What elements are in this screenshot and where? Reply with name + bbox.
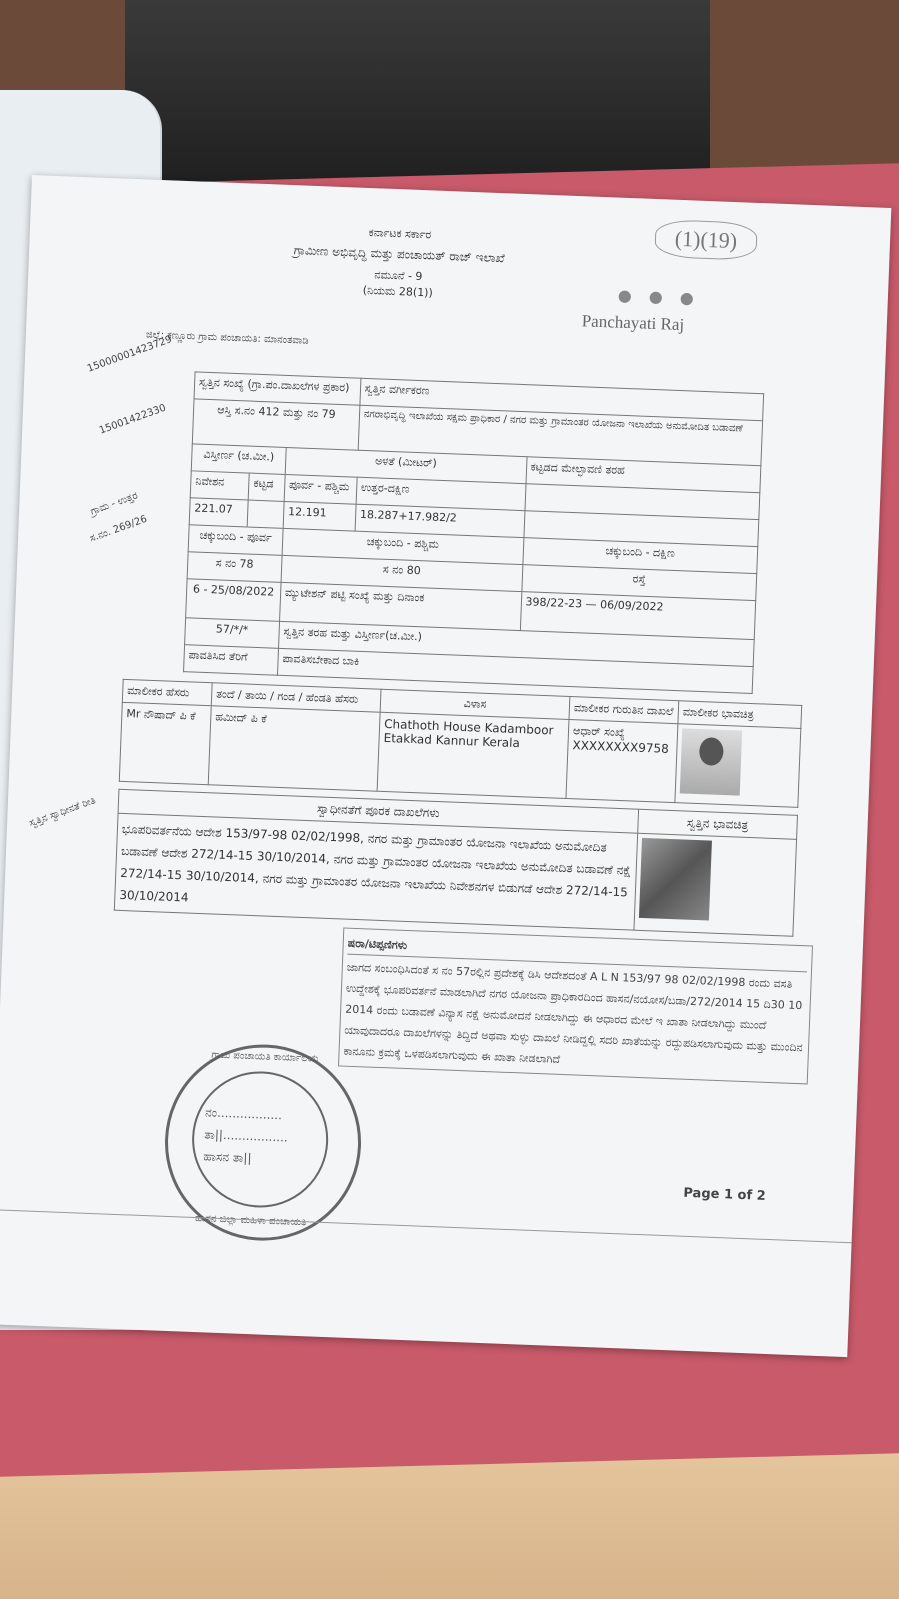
south-label: ಚಕ್ಕುಬಂದಿ - ದಕ್ಷಿಣ xyxy=(522,538,757,574)
remarks-box xyxy=(338,928,813,1085)
classification-value: ನಗರಾಭಿವೃದ್ಧಿ ಇಲಾಖೆಯ ಸಕ್ಷಮ ಪ್ರಾಧಿಕಾರ / ನಗರ ಮತ್ತು ಗ್ರಾಮಾಂತರ ಯೋಜನಾ ಇಲಾಖೆಯ ಅನುಮೋದಿತ ಬಡಾವಣೆ xyxy=(358,405,763,465)
west-label: ಚಕ್ಕುಬಂದಿ - ಪಶ್ಚಿಮ xyxy=(282,528,524,564)
mutation-label: ಮ್ಯುಟೇಶನ್ ಪಟ್ಟಿ ಸಂಖ್ಯೆ ಮತ್ತು ದಿನಾಂಕ xyxy=(279,582,521,630)
survey-number: ಆಸ್ತಿ ಸ.ನಂ 412 ಮತ್ತು ನಂ 79 xyxy=(192,399,359,450)
docs-side-label: ಸ್ವತ್ತಿನ ಸ್ವಾಧೀನತೆ ರೀತಿ xyxy=(27,795,98,830)
header-form: ನಮೂನೆ - 9 xyxy=(374,268,423,284)
side-text: ಗ್ರಾಮ - ಉತ್ತರ xyxy=(89,490,140,518)
sqm-value: 57/*/* xyxy=(185,618,280,649)
dim-ns-label: ಉತ್ತರ-ದಕ್ಷಿಣ xyxy=(356,477,526,510)
dim-ew-label: ಪೂರ್ವ - ಪಶ್ಚಿಮ xyxy=(284,474,357,504)
owner-name-header: ಮಾಲೀಕರ ಹೆಸರು xyxy=(122,679,212,705)
panchayat-seal xyxy=(161,1041,364,1244)
header-dept: ಗ್ರಾಮೀಣ ಅಭಿವೃದ್ಧಿ ಮತ್ತು ಪಂಚಾಯತ್ ರಾಜ್ ಇಲಾಖೆ xyxy=(293,243,505,266)
owner-address-header: ವಿಳಾಸ xyxy=(380,689,570,719)
area-site-label: ನಿವೇಶನ xyxy=(190,471,249,500)
header-govt: ಕರ್ನಾಟಕ ಸರ್ಕಾರ xyxy=(368,225,432,242)
owner-id-type: ಆಧಾರ್ ಸಂಖ್ಯೆ xyxy=(572,724,626,740)
side-text-2: ಸ.ನಂ. 269/26 xyxy=(88,513,149,545)
mutation-value: 398/22-23 — 06/09/2022 xyxy=(520,592,756,640)
site-photo xyxy=(639,838,712,921)
side-property-id: 15000001423729 xyxy=(85,334,174,375)
remarks-text: ಜಾಗದ ಸಂಬಂಧಿಸಿದಂತೆ ಸ ನಂ 57ರಲ್ಲಿನ ಪ್ರದೇಶಕ್ಕೆ ಡಿಸಿ ಆದೇಶದಂತೆ A L N 153/97 98 02/02/1998 ರಂದು ವಸತಿ ಉದ್ದೇಶಕ್ಕೆ ಭೂಪರಿವರ್ತನೆ ಮಾಡಲಾಗಿದೆ ನಗರ ಯೋಜನಾ ಪ್ರಾಧಿಕಾರದಿಂದ ಹಾಸನ/ನಯೋಸ/ಬಡಾ/272/2014 15 ದಿ30 10 2014 ರಂದು ಬಡಾವಣೆ ವಿನ್ಯಾಸ ನಕ್ಷೆ ಅನುಮೋದನೆ ನೀಡಲಾಗಿದ್ದು ಈ ಆಧಾರದ ಮೇಲೆ ಇ ಖಾತಾ ನೀಡಲಾಗಿದ್ದು ಮುಂದೆ ಯಾವುದಾದರೂ ದಾಖಲೆಗಳನ್ನು ತಿದ್ದಿದೆ ಅಥವಾ ಸುಳ್ಳು ದಾಖಲೆ ನೀಡಿದ್ದಲ್ಲಿ ಸದರಿ ಖಾತೆಯನ್ನು ರದ್ದುಪಡಿಸಲಾಗುವುದು ಮತ್ತು ಮುಂದಿನ ಕಾನೂನು ಕ್ರಮಕ್ಕೆ ಒಳಪಡಿಸಲಾಗುವುದು ಈ ಖಾತಾ ನೀಡಲಾಗಿದೆ xyxy=(343,960,803,1066)
site-photo-header: ಸ್ವತ್ತಿನ ಭಾವಚಿತ್ರ xyxy=(638,809,798,839)
logo-dots: ● ● ● xyxy=(617,285,701,308)
remarks-title: ಷರಾ/ಟಿಪ್ಪಣಿಗಳು xyxy=(347,933,808,973)
owner-photo xyxy=(680,728,742,795)
dimension-label: ಅಳತೆ (ಮೀಟರ್) xyxy=(285,447,527,483)
seal-date: ತಾ||................. xyxy=(204,1127,289,1145)
owner-name: Mr ನೌಷಾದ್ ಪಿ ಕೆ xyxy=(119,702,211,784)
panchayati-raj-logo: Panchayati Raj xyxy=(581,311,685,335)
label-classification: ಸ್ವತ್ತಿನ ವರ್ಗೀಕರಣ xyxy=(360,378,764,420)
owner-table xyxy=(119,679,802,808)
dim-ns-value: 18.287+17.982/2 xyxy=(355,504,525,537)
owner-father: ಹಮೀದ್ ಪಿ ಕೆ xyxy=(208,706,380,791)
tax-pending-label: ಪಾವತಿಸಬೇಕಾದ ಬಾಕಿ xyxy=(277,648,753,693)
tax-levied-label: ಪಾವತಿಸಿದ ತೆರಿಗೆ xyxy=(184,645,279,676)
area-value: 221.07 xyxy=(189,498,248,527)
tax-label: ಕಟ್ಟಡದ ಮೇಲ್ಛಾವಣಿ ತರಹ xyxy=(526,457,761,493)
dim-ew-value: 12.191 xyxy=(283,501,356,531)
bottom-rule xyxy=(0,1209,852,1243)
south-value: ರಸ್ತೆ xyxy=(521,565,756,601)
page-number: Page 1 of 2 xyxy=(683,1185,766,1204)
seal-bottom: ಹಾಸನ ಜಿಲ್ಲಾ ಮಹಿಳಾ ಪಂಚಾಯತಿ xyxy=(194,1213,307,1229)
docs-text: ಭೂಪರಿವರ್ತನೆಯ ಆದೇಶ 153/97-98 02/02/1998, ನಗರ ಮತ್ತು ಗ್ರಾಮಾಂತರ ಯೋಜನಾ ಇಲಾಖೆಯ ಅನುಮೋದಿತ ಬಡಾವಣೆ ಆದೇಶ 272/14-15 30/10/2014, ನಗರ ಮತ್ತು ಗ್ರಾಮಾಂತರ ಯೋಜನಾ ಇಲಾಖೆಯ ಅನುಮೋದಿತ ಬಡಾವಣೆ ನಕ್ಷೆ 272/14-15 30/10/2014, ನಗರ ಮತ್ತು ಗ್ರಾಮಾಂತರ ಯೋಜನಾ ಇಲಾಖೆಯ ನಿವೇಶನಗಳ ಬಿಡುಗಡೆ ಆದೇಶ 272/14-15 30/10/2014 xyxy=(114,813,637,930)
owner-id-header: ಮಾಲೀಕರ ಗುರುತಿನ ದಾಖಲೆ xyxy=(569,697,679,724)
east-label: ಚಕ್ಕುಬಂದಿ - ಪೂರ್ವ xyxy=(188,525,283,556)
west-value: ಸ ನಂ 80 xyxy=(281,555,523,591)
east-value: ಸ ನಂ 78 xyxy=(187,552,282,583)
owner-address: Chathoth House Kadamboor Etakkad Kannur Kerala xyxy=(377,712,569,798)
owner-photo-header: ಮಾಲೀಕರ ಭಾವಚಿತ್ರ xyxy=(678,701,802,729)
side-id-2: 15001422330 xyxy=(97,402,168,437)
owner-id-value: XXXXXXXX9758 xyxy=(572,738,670,756)
area-built-label: ಕಟ್ಟಡ xyxy=(248,473,285,501)
property-table xyxy=(183,371,764,694)
handwritten-ref: (1)(19) xyxy=(654,219,757,261)
documents-table xyxy=(114,789,798,937)
seal-top: ಗ್ರಾಮ ಪಂಚಾಯತಿ ಕಾರ್ಯಾಲಯ xyxy=(211,1049,319,1065)
document-sheet xyxy=(0,175,891,1357)
label-property-id: ಸ್ವತ್ತಿನ ಸಂಖ್ಯೆ (ಗ್ರಾ.ಪಂ.ದಾಖಲೆಗಳ ಪ್ರಕಾರ) xyxy=(194,372,361,405)
tax-type-label: ಸ್ವತ್ತಿನ ತರಹ ಮತ್ತು ವಿಸ್ತೀರ್ಣ(ಚ.ಮೀ.) xyxy=(278,621,754,666)
owner-father-header: ತಂದೆ / ತಾಯಿ / ಗಂಡ / ಹೆಂಡತಿ ಹೆಸರು xyxy=(211,683,381,712)
area-label: ವಿಸ್ತೀರ್ಣ (ಚ.ಮೀ.) xyxy=(191,444,286,475)
seal-place: ಹಾಸನ ತಾ|| xyxy=(203,1149,252,1166)
seal-no: ನಂ................. xyxy=(204,1105,283,1123)
docs-header: ಸ್ವಾಧೀನತೆಗೆ ಪೂರಕ ದಾಖಲೆಗಳು xyxy=(118,789,639,833)
registration-date: 6 - 25/08/2022 xyxy=(186,579,281,622)
header-rule: (ನಿಯಮ 28(1)) xyxy=(362,283,434,300)
district-row: ಜಿಲ್ಲೆ: ಕಣ್ಣೂರು ಗ್ರಾಮ ಪಂಚಾಯತಿ: ಮಾನಂತವಾಡಿ xyxy=(145,329,309,347)
